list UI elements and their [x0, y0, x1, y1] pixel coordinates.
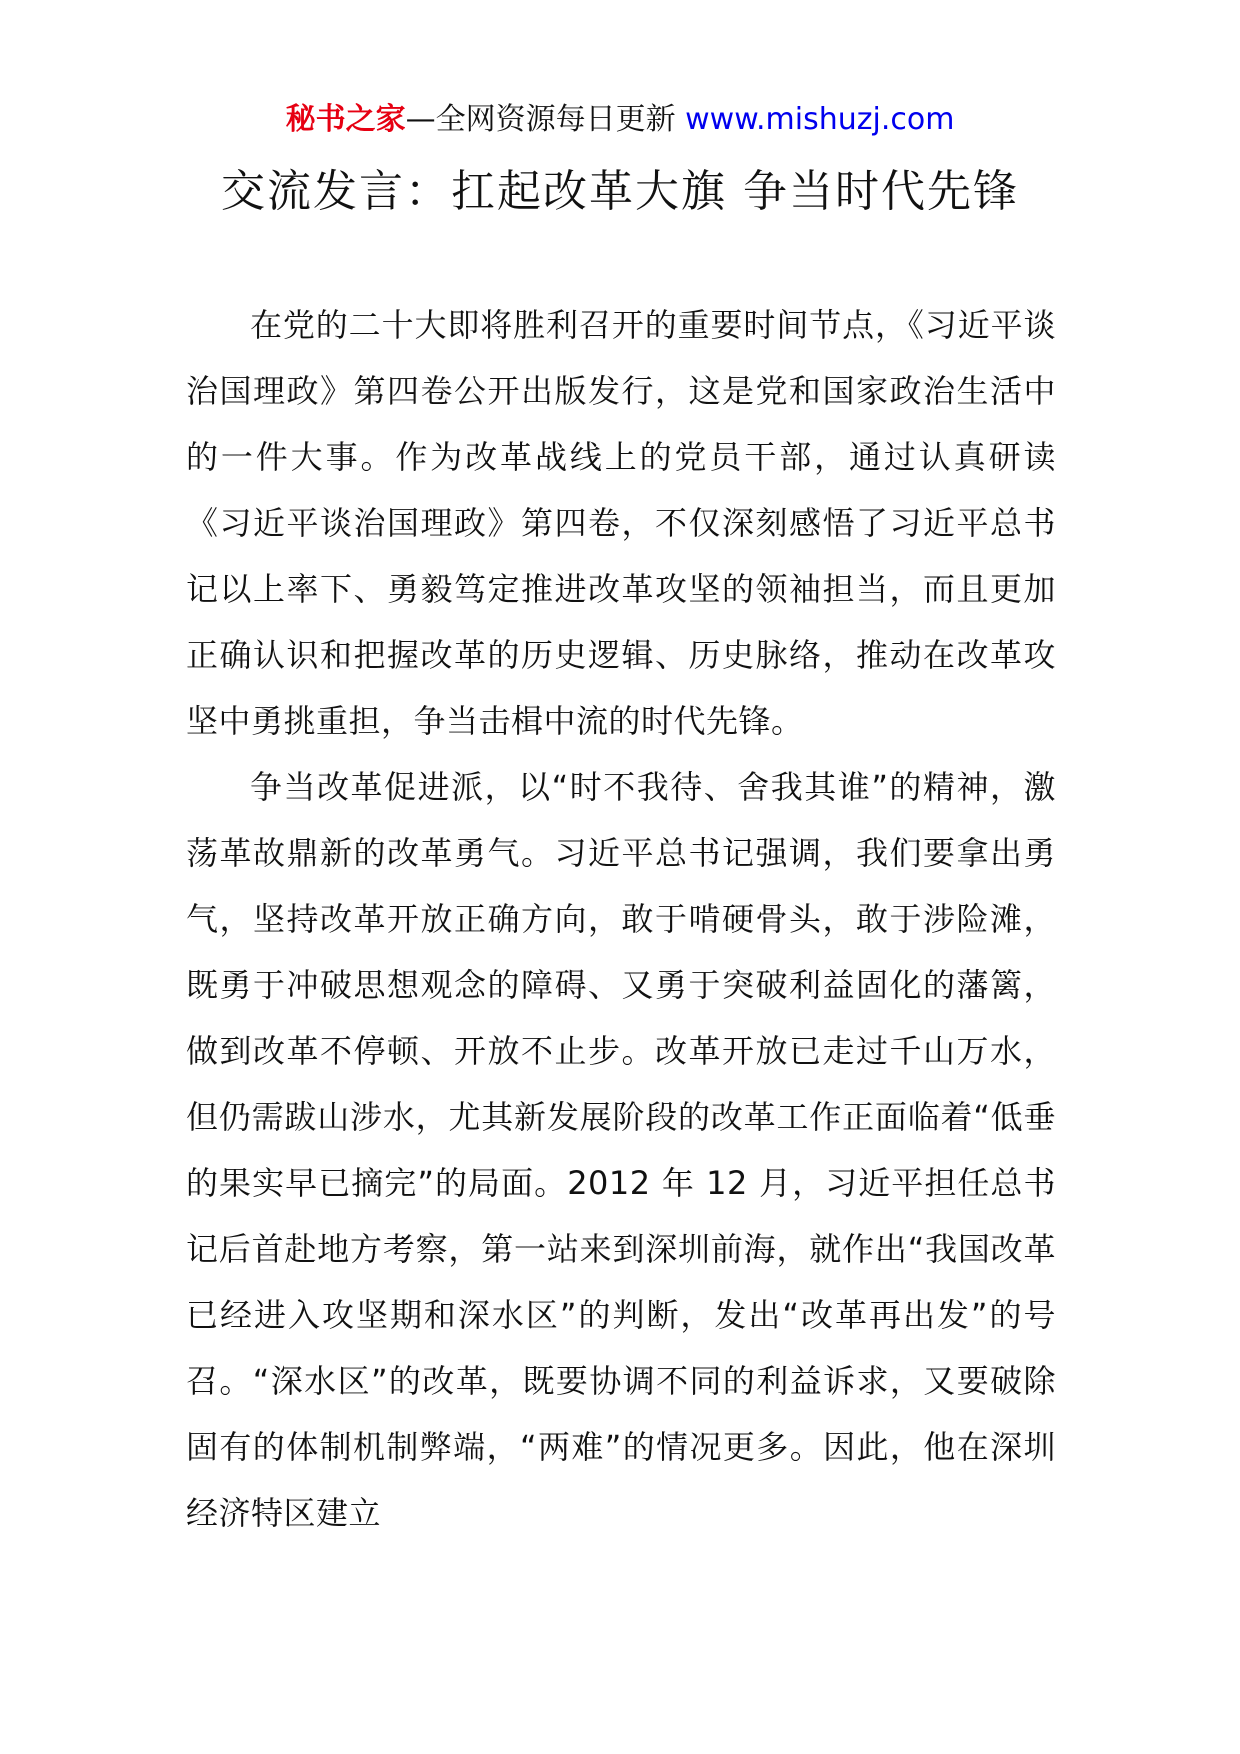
body-paragraph-2: 争当改革促进派，以“时不我待、舍我其谁”的精神，激荡革故鼎新的改革勇气。习近平总书记强调，我们要拿出勇气，坚持改革开放正确方向，敢于啃硬骨头，敢于涉险滩，既勇于冲破思想观念的障碍、又勇于突破利益固化的藩篱，做到改革不停顿、开放不止步。改革开放已走过千山万水，但仍需跋山涉水，尤其新发展阶段的改革工作正面临着“低垂的果实早已摘完”的局面。2012 年 12 月，习近平担任总书记后首赴地方考察，第一站来到深圳前海，就作出“我国改革已经进入攻坚期和深水区”的判断，发出“改革再出发”的号召。“深水区”的改革，既要协调不同的利益诉求，又要破除固有的体制机制弊端，“两难”的情况更多。因此，他在深圳经济特区建立: [186, 768, 1056, 1532]
site-url-link[interactable]: www.mishuzj.com: [685, 102, 955, 137]
document-title: 交流发言：扛起改革大旗 争当时代先锋: [221, 166, 1019, 217]
body-paragraph-1: 在党的二十大即将胜利召开的重要时间节点，《习近平谈治国理政》第四卷公开出版发行，这是党和国家政治生活中的一件大事。作为改革战线上的党员干部，通过认真研读《习近平谈治国理政》第四卷，不仅深刻感悟了习近平总书记以上率下、勇毅笃定推进改革攻坚的领袖担当，而且更加正确认识和把握改革的历史逻辑、历史脉络，推动在改革攻坚中勇挑重担，争当击楫中流的时代先锋。: [186, 306, 1056, 740]
brand-name: 秘书之家: [285, 102, 406, 137]
site-header: [0, 100, 1240, 140]
document-body: [186, 292, 1056, 1546]
header-tagline: —全网资源每日更新: [405, 102, 686, 137]
